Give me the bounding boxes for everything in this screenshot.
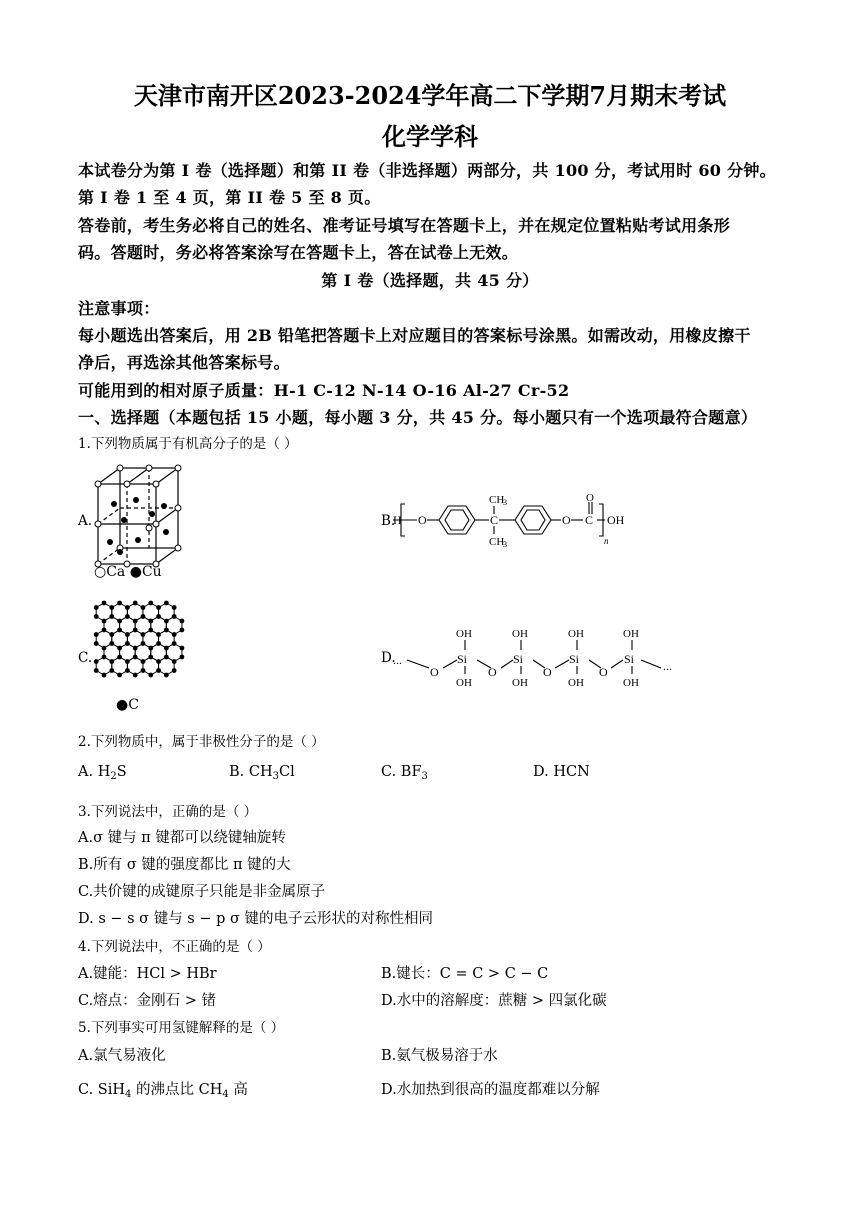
carbon-atom <box>164 655 169 660</box>
legend-ca-marker: ○ <box>94 564 107 580</box>
q5-option-c: C. SiH$_4$ 的沸点比 $CH_4$ 高 <box>78 1082 248 1100</box>
b-ch3-top-sub: 3 <box>503 498 507 507</box>
q1-a-legend <box>94 564 162 580</box>
atomic-mass-line: 可能用到的相对原子质量：H-1 C-12 N-14 O-16 Al-27 Cr-52 <box>78 381 570 400</box>
carbon-atom <box>102 628 107 633</box>
b-atom-c-carbonyl: C <box>585 513 594 527</box>
b-ch3-bottom-sub: 3 <box>503 540 507 549</box>
carbon-atom <box>117 646 122 651</box>
carbon-atom <box>148 601 153 606</box>
intro-line-2: 第 I 卷 1 至 4 页，第 II 卷 5 至 8 页。 <box>78 188 381 207</box>
q1-option-c-label: C. <box>78 650 93 666</box>
carbon-atom <box>94 614 99 619</box>
d-oh-top-1: OH <box>456 628 472 640</box>
carbon-atom <box>94 659 99 664</box>
intro-line-4: 码。答题时，务必将答案涂写在答题卡上，答在试卷上无效。 <box>78 243 519 262</box>
q1-c-legend <box>116 697 139 713</box>
carbon-atom <box>164 646 169 651</box>
notes-line-2: 净后，再选涂其他答案标号。 <box>78 353 290 372</box>
section-heading: 第 I 卷（选择题，共 45 分） <box>321 271 539 290</box>
carbon-atom <box>133 646 138 651</box>
carbon-atom <box>125 605 130 610</box>
q3-option-c: C.共价键的成键原子只能是非金属原子 <box>78 884 326 900</box>
b-atom-oh: OH <box>607 513 625 527</box>
d-oh-top-2: OH <box>512 628 528 640</box>
d-oh-top-4: OH <box>623 628 639 640</box>
carbon-atom <box>117 619 122 624</box>
carbon-atom <box>141 641 146 646</box>
exam-subtitle: 化学学科 <box>382 122 478 151</box>
carbon-atom <box>180 655 185 660</box>
carbon-atom <box>125 632 130 637</box>
d-oh-top-3: OH <box>568 628 584 640</box>
carbon-atom <box>156 668 161 673</box>
carbon-atom <box>125 641 130 646</box>
d-si-4: Si <box>624 652 635 666</box>
carbon-atom <box>141 614 146 619</box>
carbon-atom <box>133 601 138 606</box>
q5-option-d: D.水加热到很高的温度都难以分解 <box>381 1082 600 1098</box>
q4-option-c: C.熔点：金刚石 > 锗 <box>78 993 217 1009</box>
carbon-atom <box>109 641 114 646</box>
q1-stem: 1.下列物质属于有机高分子的是（ ） <box>78 436 298 452</box>
carbon-atom <box>133 619 138 624</box>
carbon-atom <box>94 641 99 646</box>
d-si-3: Si <box>569 652 580 666</box>
carbon-atom <box>148 646 153 651</box>
carbon-atom <box>117 601 122 606</box>
q5-stem: 5.下列事实可用氢键解释的是（ ） <box>78 1020 285 1036</box>
carbon-atom <box>117 628 122 633</box>
carbon-atom <box>156 632 161 637</box>
carbon-atom <box>180 619 185 624</box>
b-ch3-bottom: CH <box>489 536 505 548</box>
b-atom-c-center: C <box>490 513 499 527</box>
carbon-atom <box>117 655 122 660</box>
q4-option-d: D.水中的溶解度：蔗糖 > 四氯化碳 <box>381 993 607 1009</box>
q1-option-d-silicic-chain <box>393 620 683 692</box>
d-dots-right: ... <box>663 659 672 673</box>
carbon-atom <box>102 646 107 651</box>
carbon-atom <box>117 673 122 678</box>
b-atom-o1: O <box>418 513 427 527</box>
carbon-atom <box>125 668 130 673</box>
carbon-atom <box>109 605 114 610</box>
carbon-atom <box>172 641 177 646</box>
d-oh-bottom-1: OH <box>456 677 472 689</box>
b-subscript-n: n <box>604 536 609 546</box>
b-ch3-top: CH <box>489 494 505 506</box>
carbon-atom <box>141 659 146 664</box>
carbon-atom <box>172 668 177 673</box>
carbon-atom <box>125 659 130 664</box>
d-o-1: O <box>430 665 439 679</box>
q3-option-d: D. s − s σ 键与 s − p σ 键的电子云形状的对称性相同 <box>78 911 434 927</box>
b-atom-h: H <box>393 513 402 527</box>
carbon-atom <box>133 628 138 633</box>
carbon-atom <box>164 619 169 624</box>
q4-stem: 4.下列说法中，不正确的是（ ） <box>78 939 271 955</box>
carbon-atom <box>172 632 177 637</box>
intro-line-1: 本试卷分为第 I 卷（选择题）和第 II 卷（非选择题）两部分，共 100 分，考试用时 60 分钟。 <box>78 161 776 180</box>
q3-option-a: A.σ 键与 π 键都可以绕键轴旋转 <box>78 830 286 846</box>
carbon-atom <box>148 628 153 633</box>
carbon-atom <box>102 673 107 678</box>
legend-cu-text: Cu <box>141 564 162 580</box>
intro-line-3: 答卷前，考生务必将自己的姓名、准考证号填写在答题卡上，并在规定位置粘贴考试用条形 <box>78 216 731 235</box>
carbon-atom <box>94 632 99 637</box>
q4-option-a: A.键能：HCl > HBr <box>78 966 217 982</box>
legend-c-text: C <box>128 697 139 713</box>
carbon-atom <box>125 614 130 619</box>
carbon-atom <box>164 673 169 678</box>
carbon-atom <box>109 614 114 619</box>
q5-option-a: A.氯气易液化 <box>78 1048 166 1064</box>
legend-c-marker: ● <box>116 697 129 713</box>
carbon-atom <box>102 601 107 606</box>
d-oh-bottom-2: OH <box>512 677 528 689</box>
carbon-atom <box>156 614 161 619</box>
d-o-2: O <box>488 665 497 679</box>
carbon-atom <box>172 659 177 664</box>
carbon-atom <box>180 628 185 633</box>
carbon-atom <box>148 619 153 624</box>
q3-option-b: B.所有 σ 键的强度都比 π 键的大 <box>78 857 291 873</box>
q4-option-b: B.键长：C = C > C − C <box>381 966 549 982</box>
q1-option-b-label: B. <box>381 513 396 529</box>
q2-option-d: D. HCN <box>533 764 590 780</box>
q3-stem: 3.下列说法中，正确的是（ ） <box>78 804 258 820</box>
carbon-atom <box>109 668 114 673</box>
carbon-atom <box>133 673 138 678</box>
d-o-3: O <box>543 665 552 679</box>
q1-option-d-label: D. <box>381 650 396 666</box>
d-oh-bottom-3: OH <box>568 677 584 689</box>
q5-option-b: B.氨气极易溶于水 <box>381 1048 498 1064</box>
carbon-atom <box>148 673 153 678</box>
q2-option-a: A. $H_2S$ <box>78 764 127 782</box>
q1-option-a-label: A. <box>78 513 93 529</box>
carbon-atom <box>102 655 107 660</box>
q2-option-c: C. $BF_3$ <box>381 764 428 782</box>
d-dots-left: ... <box>393 653 402 667</box>
carbon-atom <box>141 605 146 610</box>
d-si-1: Si <box>457 652 468 666</box>
q1-option-b-polymer-structure <box>393 490 653 550</box>
carbon-atom <box>164 628 169 633</box>
carbon-atom <box>141 668 146 673</box>
q1-option-c-graphite-figure <box>92 600 192 696</box>
carbon-atom <box>156 605 161 610</box>
carbon-atom <box>172 605 177 610</box>
carbon-atom <box>141 632 146 637</box>
carbon-atom <box>109 632 114 637</box>
notes-line-1: 每小题选出答案后，用 2B 铅笔把答题卡上对应题目的答案标号涂黑。如需改动，用橡皮擦干 <box>78 326 751 345</box>
carbon-atom <box>156 641 161 646</box>
d-si-2: Si <box>513 652 524 666</box>
carbon-atom <box>180 646 185 651</box>
carbon-atom <box>94 605 99 610</box>
q2-stem: 2.下列物质中，属于非极性分子的是（ ） <box>78 734 325 750</box>
carbon-atom <box>156 659 161 664</box>
carbon-atom <box>148 655 153 660</box>
notes-title: 注意事项： <box>78 299 160 318</box>
carbon-atom <box>102 619 107 624</box>
legend-cu-marker: ● <box>129 564 142 580</box>
carbon-atom <box>164 601 169 606</box>
part-heading: 一、选择题（本题包括 15 小题，每小题 3 分，共 45 分。每小题只有一个选项最符合题意） <box>78 408 758 427</box>
exam-title: 天津市南开区2023-2024学年高二下学期7月期末考试 <box>133 81 727 110</box>
d-oh-bottom-4: OH <box>623 677 639 689</box>
b-atom-o2: O <box>562 513 571 527</box>
b-atom-o3: O <box>586 492 594 504</box>
carbon-atom <box>133 655 138 660</box>
q2-option-b: B. $CH_3Cl$ <box>229 764 295 782</box>
d-o-4: O <box>599 665 608 679</box>
carbon-atom <box>94 668 99 673</box>
legend-ca-text: Ca <box>106 564 126 580</box>
carbon-atom <box>172 614 177 619</box>
carbon-atom <box>109 659 114 664</box>
